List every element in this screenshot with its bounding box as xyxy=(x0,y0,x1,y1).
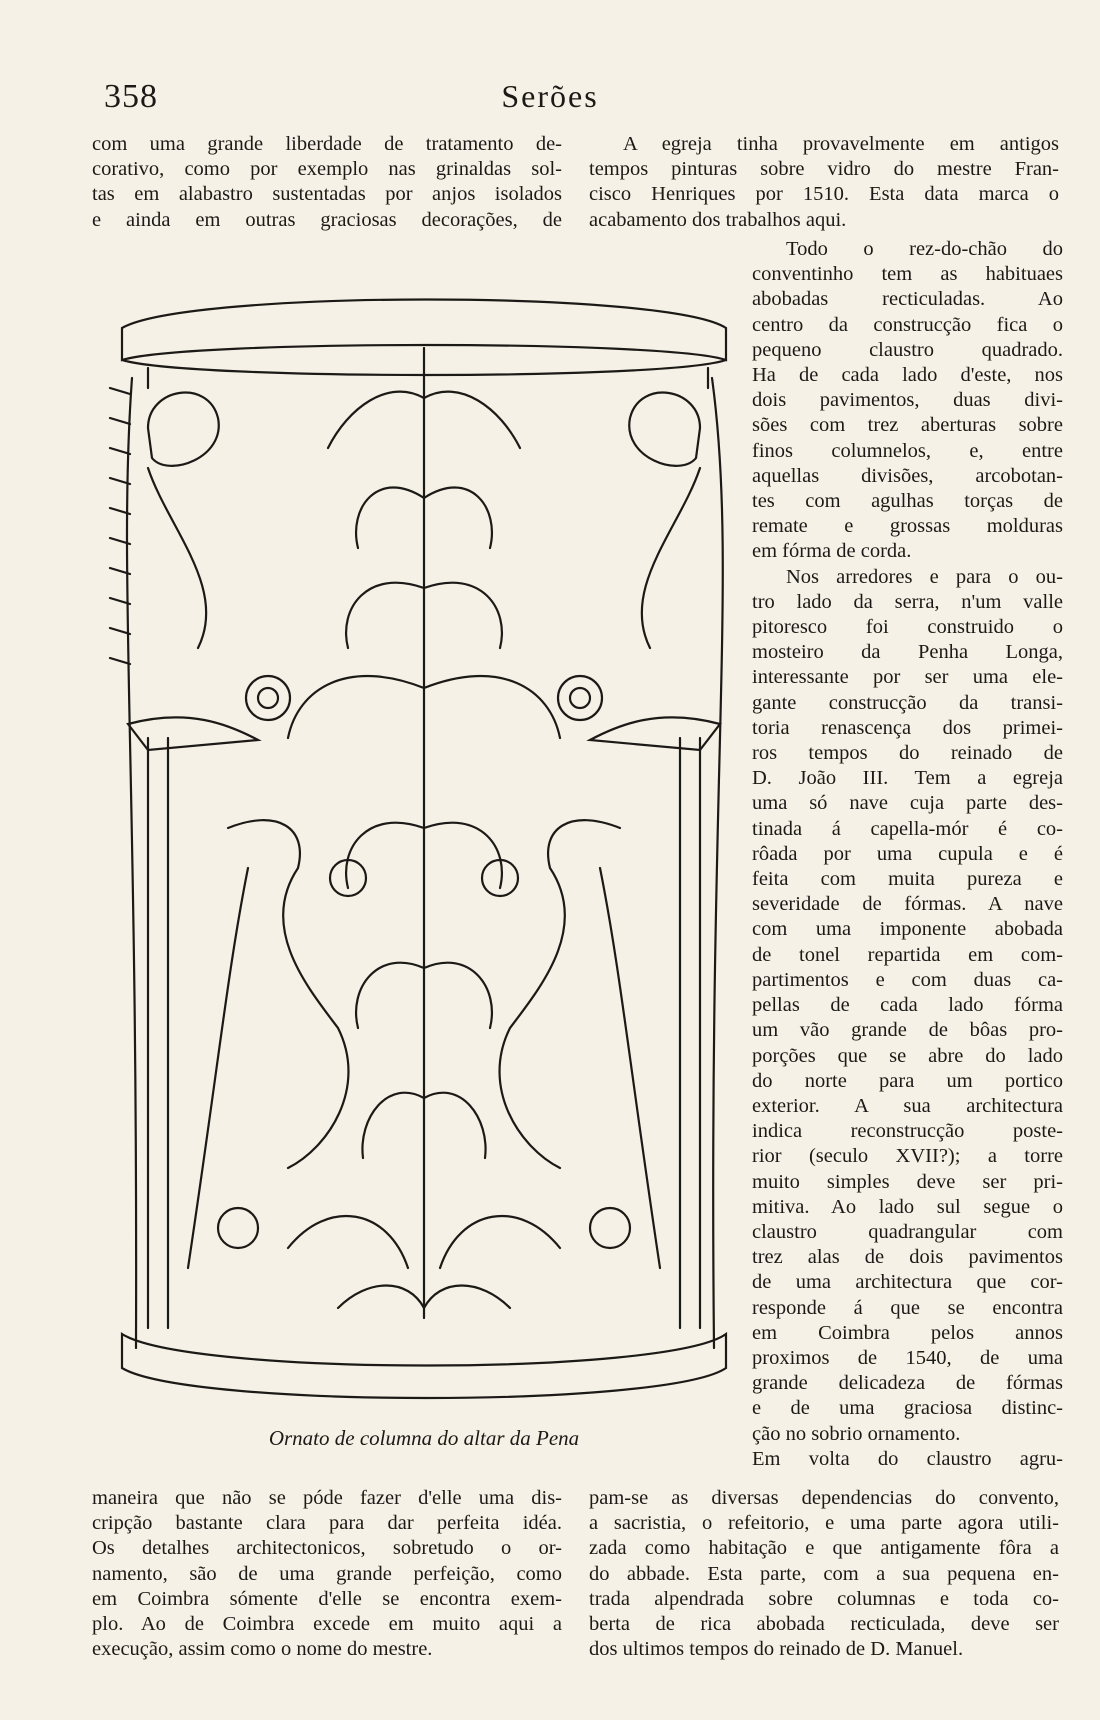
text-line: responde á que se encontra xyxy=(752,1296,1063,1319)
left-column-bottom-text xyxy=(92,1486,562,1662)
figure-caption: Ornato de columna do altar da Pena xyxy=(268,1426,580,1450)
text-line: muito simples deve ser pri- xyxy=(752,1170,1063,1193)
text-line: aquellas divisões, arcobotan- xyxy=(752,464,1063,487)
text-line: ros tempos do reinado de xyxy=(752,742,1063,765)
text-line: ção no sobrio ornamento. xyxy=(752,1422,961,1445)
text-line: em fórma de corda. xyxy=(752,540,912,563)
right-column-top-text xyxy=(589,132,1059,233)
page-number: 358 xyxy=(104,78,158,115)
text-line: exterior. A sua architectura xyxy=(752,1094,1063,1117)
column-ornament-engraving xyxy=(108,268,740,1416)
text-line: porções que se abre do lado xyxy=(752,1044,1063,1067)
text-line: Todo o rez-do-chão do xyxy=(786,238,1063,260)
text-line: rôada por uma cupula e é xyxy=(752,842,1063,865)
text-line: grande delicadeza de fórmas xyxy=(752,1372,1063,1395)
text-line: em Coimbra sómente d'elle se encontra exem- xyxy=(92,1587,562,1610)
text-line: e ainda em outras graciosas decorações, de xyxy=(92,208,562,231)
text-line: tas em alabastro sustentadas por anjos isolados xyxy=(92,183,562,206)
text-line: mitiva. Ao lado sul segue o xyxy=(752,1195,1063,1218)
text-line: namento, são de uma grande perfeição, como xyxy=(92,1562,562,1585)
text-line: trada alpendrada sobre columnas e toda co- xyxy=(589,1587,1059,1610)
text-line: tes com agulhas torças de xyxy=(752,490,1063,513)
text-line: e de uma graciosa distinc- xyxy=(752,1397,1063,1420)
text-line: tinada á capella-mór é co- xyxy=(752,817,1063,840)
text-line: Ha de cada lado d'este, nos xyxy=(752,364,1063,387)
text-line: severidade de fórmas. A nave xyxy=(752,893,1063,916)
text-line: Os detalhes architectonicos, sobretudo o or- xyxy=(92,1537,562,1560)
text-line: em Coimbra pelos annos xyxy=(752,1321,1063,1344)
text-line: toria renascença dos primei- xyxy=(752,716,1063,739)
text-line: a sacristia, o refeitorio, e uma parte agora utili- xyxy=(589,1512,1059,1535)
text-line: remate e grossas molduras xyxy=(752,515,1063,538)
text-line: pequeno claustro quadrado. xyxy=(752,338,1063,361)
text-line: uma só nave cuja parte des- xyxy=(752,792,1063,815)
text-line: partimentos e com duas ca- xyxy=(752,968,1063,991)
text-line: pitoresco foi construido o xyxy=(752,616,1063,639)
text-line: gante construcção da transi- xyxy=(752,691,1063,714)
text-line: pellas de cada lado fórma xyxy=(752,994,1063,1017)
text-line: acabamento dos trabalhos aqui. xyxy=(589,208,847,231)
cherub-right xyxy=(629,393,700,466)
text-line: dois pavimentos, duas divi- xyxy=(752,389,1063,412)
text-line: berta de rica abobada recticulada, deve ser xyxy=(589,1613,1059,1636)
text-line: mosteiro da Penha Longa, xyxy=(752,641,1063,664)
text-line: conventinho tem as habituaes xyxy=(752,263,1063,286)
text-line: pam-se as diversas dependencias do convento, xyxy=(589,1487,1059,1509)
text-line: plo. Ao de Coimbra excede em muito aqui a xyxy=(92,1613,562,1636)
text-line: sões com trez aberturas sobre xyxy=(752,414,1063,437)
right-column-side-text xyxy=(752,237,1063,1472)
text-line: de uma architectura que cor- xyxy=(752,1271,1063,1294)
text-line: D. João III. Tem a egreja xyxy=(752,767,1063,790)
text-line: indica reconstrucção poste- xyxy=(752,1120,1063,1143)
text-line: proximos de 1540, de uma xyxy=(752,1346,1063,1369)
text-line: cisco Henriques por 1510. Esta data marca o xyxy=(589,183,1059,206)
text-line: A egreja tinha provavelmente em antigos xyxy=(623,133,1059,155)
text-line: tro lado da serra, n'um valle xyxy=(752,590,1063,613)
text-line: de tonel repartida em com- xyxy=(752,943,1063,966)
text-line: Nos arredores e para o ou- xyxy=(786,565,1063,588)
text-line: zada como habitação e que antigamente fôra a xyxy=(589,1537,1059,1560)
text-line: com uma grande liberdade de tratamento de- xyxy=(92,133,562,155)
text-line: feita com muita pureza e xyxy=(752,868,1063,891)
running-title: Serões xyxy=(501,78,599,114)
text-line: trez alas de dois pavimentos xyxy=(752,1246,1063,1269)
right-column-bottom-text xyxy=(589,1486,1059,1662)
text-line: com uma imponente abobada xyxy=(752,918,1063,941)
text-line: finos columnelos, e, entre xyxy=(752,439,1063,462)
text-line: do norte para um portico xyxy=(752,1069,1063,1092)
text-line: interessante por ser uma ele- xyxy=(752,666,1063,689)
text-line: dos ultimos tempos do reinado de D. Manuel. xyxy=(589,1638,964,1661)
cherub-left xyxy=(148,393,219,466)
text-line: cripção bastante clara para dar perfeita idéa. xyxy=(92,1512,562,1535)
text-line: maneira que não se póde fazer d'elle uma dis- xyxy=(92,1487,562,1509)
text-line: centro da construcção fica o xyxy=(752,313,1063,336)
left-column-top-text xyxy=(92,132,562,233)
text-line: execução, assim como o nome do mestre. xyxy=(92,1638,433,1661)
text-line: Em volta do claustro agru- xyxy=(752,1447,1063,1470)
text-line: rior (seculo XVII?); a torre xyxy=(752,1145,1063,1168)
text-line: corativo, como por exemplo nas grinaldas sol- xyxy=(92,158,562,181)
text-line: do abbade. Esta parte, com a sua pequena en- xyxy=(589,1562,1059,1585)
text-line: tempos pinturas sobre vidro do mestre Fran- xyxy=(589,158,1059,181)
column-base xyxy=(122,1334,726,1398)
text-line: claustro quadrangular com xyxy=(752,1220,1063,1243)
text-line: um vão grande de bôas pro- xyxy=(752,1019,1063,1042)
text-line: abobadas recticuladas. Ao xyxy=(752,288,1063,311)
